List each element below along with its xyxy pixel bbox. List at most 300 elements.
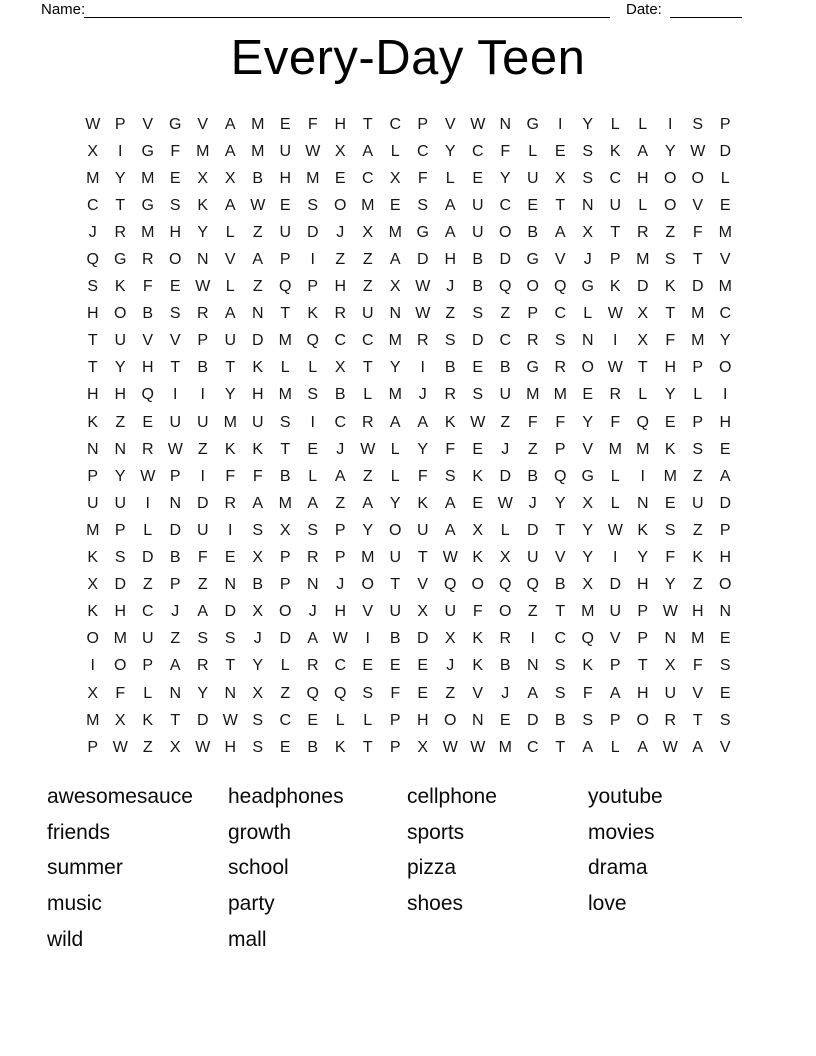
grid-cell: M xyxy=(278,494,292,512)
grid-cell: C xyxy=(719,305,732,323)
grid-cell: P xyxy=(527,305,539,323)
grid-cell: T xyxy=(665,305,676,323)
grid-cell: Y xyxy=(252,657,264,675)
word-list-item: music xyxy=(47,892,102,916)
grid-cell: R xyxy=(664,711,677,729)
grid-cell: B xyxy=(527,223,539,241)
grid-cell: B xyxy=(554,711,566,729)
grid-cell: J xyxy=(336,576,345,594)
grid-cell: S xyxy=(554,657,566,675)
grid-cell: J xyxy=(501,684,510,702)
grid-cell: S xyxy=(472,305,484,323)
grid-cell: D xyxy=(636,278,649,296)
grid-cell: B xyxy=(279,467,291,485)
grid-cell: U xyxy=(361,305,374,323)
grid-cell: X xyxy=(472,521,484,539)
grid-cell: B xyxy=(527,467,539,485)
grid-cell: S xyxy=(114,549,126,567)
grid-cell: S xyxy=(719,711,731,729)
grid-cell: Y xyxy=(114,359,126,377)
grid-cell: A xyxy=(444,196,456,214)
grid-cell: X xyxy=(664,657,676,675)
grid-cell: S xyxy=(582,711,594,729)
grid-cell: A xyxy=(307,630,319,648)
grid-cell: B xyxy=(499,359,511,377)
grid-cell: F xyxy=(197,549,208,567)
grid-cell: C xyxy=(334,413,347,431)
word-list-item: movies xyxy=(588,820,655,844)
grid-row xyxy=(79,545,739,572)
grid-cell: O xyxy=(471,576,484,594)
grid-cell: U xyxy=(416,521,429,539)
grid-cell: A xyxy=(444,223,456,241)
grid-cell: X xyxy=(417,738,429,756)
grid-cell: L xyxy=(143,521,153,539)
grid-cell: R xyxy=(334,305,347,323)
grid-cell: Y xyxy=(582,413,594,431)
grid-cell: A xyxy=(252,494,264,512)
grid-cell: G xyxy=(141,196,154,214)
grid-cell: W xyxy=(497,494,513,512)
grid-cell: H xyxy=(719,549,732,567)
grid-cell: D xyxy=(306,223,319,241)
grid-cell: H xyxy=(334,603,347,621)
grid-cell: F xyxy=(472,603,483,621)
grid-cell: K xyxy=(87,549,99,567)
grid-cell: K xyxy=(664,440,676,458)
grid-cell: V xyxy=(719,738,731,756)
grid-cell: Y xyxy=(554,494,566,512)
grid-cell: H xyxy=(86,305,99,323)
grid-cell: W xyxy=(415,278,431,296)
grid-cell: V xyxy=(417,576,429,594)
grid-cell: U xyxy=(114,332,127,350)
grid-cell: N xyxy=(114,440,127,458)
grid-cell: V xyxy=(224,251,236,269)
grid-cell: P xyxy=(417,115,429,133)
grid-cell: O xyxy=(636,711,649,729)
grid-cell: X xyxy=(197,169,209,187)
grid-cell: K xyxy=(637,521,649,539)
grid-cell: K xyxy=(252,440,264,458)
grid-cell: B xyxy=(142,305,154,323)
grid-row xyxy=(79,680,739,707)
grid-cell: C xyxy=(499,332,512,350)
grid-cell: W xyxy=(112,738,128,756)
grid-cell: W xyxy=(442,738,458,756)
grid-cell: C xyxy=(361,169,374,187)
grid-cell: R xyxy=(141,440,154,458)
grid-cell: Y xyxy=(664,142,676,160)
grid-cell: N xyxy=(664,630,677,648)
grid-cell: Y xyxy=(499,169,511,187)
grid-cell: D xyxy=(224,603,237,621)
grid-cell: T xyxy=(390,576,401,594)
grid-cell: P xyxy=(637,630,649,648)
grid-cell: O xyxy=(169,251,182,269)
grid-cell: P xyxy=(719,521,731,539)
grid-cell: U xyxy=(691,494,704,512)
grid-cell: T xyxy=(637,359,648,377)
grid-cell: T xyxy=(555,603,566,621)
grid-cell: Z xyxy=(142,738,153,756)
grid-cell: R xyxy=(306,549,319,567)
grid-cell: E xyxy=(472,169,484,187)
word-list-item: love xyxy=(588,892,627,916)
grid-cell: S xyxy=(582,142,594,160)
grid-cell: Q xyxy=(279,278,292,296)
grid-cell: L xyxy=(528,142,538,160)
grid-cell: P xyxy=(279,251,291,269)
grid-cell: A xyxy=(169,657,181,675)
grid-cell: M xyxy=(663,467,677,485)
grid-cell: L xyxy=(610,494,620,512)
grid-cell: E xyxy=(307,440,319,458)
grid-cell: U xyxy=(196,521,209,539)
grid-cell: O xyxy=(279,603,292,621)
grid-cell: V xyxy=(444,115,456,133)
grid-cell: V xyxy=(609,630,621,648)
grid-cell: P xyxy=(142,657,154,675)
grid-cell: Z xyxy=(692,467,703,485)
grid-cell: F xyxy=(307,115,318,133)
grid-cell: Z xyxy=(142,576,153,594)
grid-cell: N xyxy=(581,332,594,350)
grid-cell: N xyxy=(499,115,512,133)
grid-cell: Z xyxy=(445,684,456,702)
word-list-item: youtube xyxy=(588,785,663,808)
grid-cell: Y xyxy=(444,142,456,160)
grid-cell: N xyxy=(471,711,484,729)
grid-cell: S xyxy=(169,196,181,214)
grid-cell: Z xyxy=(527,440,538,458)
grid-cell: P xyxy=(637,603,649,621)
grid-cell: Y xyxy=(664,386,676,404)
grid-cell: B xyxy=(252,169,264,187)
grid-cell: X xyxy=(169,738,181,756)
word-list-item: school xyxy=(228,856,289,880)
grid-cell: X xyxy=(362,223,374,241)
grid-cell: W xyxy=(470,738,486,756)
grid-cell: K xyxy=(664,278,676,296)
grid-cell: H xyxy=(224,738,237,756)
grid-cell: W xyxy=(195,278,211,296)
grid-cell: K xyxy=(142,711,154,729)
grid-cell: T xyxy=(115,196,126,214)
grid-cell: S xyxy=(169,305,181,323)
grid-cell: C xyxy=(416,142,429,160)
grid-cell: X xyxy=(554,169,566,187)
grid-cell: X xyxy=(389,169,401,187)
grid-cell: T xyxy=(555,196,566,214)
grid-cell: B xyxy=(472,278,484,296)
grid-cell: K xyxy=(87,603,99,621)
grid-cell: L xyxy=(445,169,455,187)
grid-cell: H xyxy=(169,223,182,241)
grid-cell: T xyxy=(87,359,98,377)
grid-cell: Z xyxy=(197,576,208,594)
grid-cell: S xyxy=(362,684,374,702)
grid-cell: Q xyxy=(554,467,567,485)
grid-cell: C xyxy=(554,305,567,323)
grid-cell: F xyxy=(665,549,676,567)
grid-cell: J xyxy=(336,440,345,458)
grid-cell: T xyxy=(692,711,703,729)
grid-cell: L xyxy=(280,657,290,675)
grid-cell: P xyxy=(692,359,704,377)
grid-cell: E xyxy=(417,684,429,702)
grid-cell: D xyxy=(526,711,539,729)
grid-cell: D xyxy=(114,576,127,594)
grid-cell: X xyxy=(279,521,291,539)
grid-cell: X xyxy=(334,142,346,160)
grid-cell: U xyxy=(471,196,484,214)
grid-cell: K xyxy=(197,196,209,214)
grid-cell: R xyxy=(416,332,429,350)
name-blank-line xyxy=(84,17,610,18)
grid-cell: I xyxy=(558,115,563,133)
grid-cell: X xyxy=(582,576,594,594)
grid-cell: L xyxy=(693,386,703,404)
grid-cell: G xyxy=(416,223,429,241)
name-label: Name: xyxy=(41,1,86,18)
grid-cell: O xyxy=(581,359,594,377)
grid-cell: X xyxy=(87,684,99,702)
grid-cell: L xyxy=(610,738,620,756)
grid-cell: E xyxy=(499,711,511,729)
grid-cell: O xyxy=(691,169,704,187)
grid-cell: B xyxy=(307,738,319,756)
grid-cell: K xyxy=(582,657,594,675)
grid-cell: M xyxy=(113,630,127,648)
grid-cell: Z xyxy=(252,223,263,241)
grid-cell: Z xyxy=(280,684,291,702)
grid-cell: R xyxy=(114,223,127,241)
grid-cell: Y xyxy=(114,467,126,485)
grid-cell: J xyxy=(171,603,180,621)
grid-cell: U xyxy=(224,332,237,350)
grid-cell: J xyxy=(583,251,592,269)
grid-cell: W xyxy=(332,630,348,648)
grid-cell: I xyxy=(613,549,618,567)
grid-cell: H xyxy=(719,413,732,431)
grid-cell: X xyxy=(252,549,264,567)
date-label: Date: xyxy=(626,1,662,18)
grid-cell: Z xyxy=(665,223,676,241)
grid-cell: L xyxy=(610,115,620,133)
grid-cell: B xyxy=(169,549,181,567)
grid-cell: I xyxy=(640,467,645,485)
grid-cell: A xyxy=(554,223,566,241)
word-list-item: friends xyxy=(47,820,111,844)
grid-cell: P xyxy=(307,278,319,296)
grid-cell: O xyxy=(664,169,677,187)
grid-cell: E xyxy=(307,711,319,729)
grid-cell: Y xyxy=(582,115,594,133)
grid-cell: J xyxy=(336,223,345,241)
grid-row xyxy=(79,599,739,626)
grid-cell: L xyxy=(390,440,400,458)
grid-cell: R xyxy=(499,630,512,648)
grid-cell: W xyxy=(85,115,101,133)
grid-cell: C xyxy=(334,657,347,675)
grid-cell: S xyxy=(719,657,731,675)
grid-cell: E xyxy=(554,142,566,160)
grid-row xyxy=(79,274,739,301)
grid-cell: D xyxy=(196,494,209,512)
grid-cell: E xyxy=(472,359,484,377)
grid-cell: F xyxy=(390,684,401,702)
grid-cell: F xyxy=(115,684,126,702)
grid-cell: F xyxy=(252,467,263,485)
grid-cell: W xyxy=(222,711,238,729)
grid-cell: P xyxy=(169,576,181,594)
grid-cell: U xyxy=(609,603,622,621)
grid-cell: I xyxy=(668,115,673,133)
grid-cell: I xyxy=(723,386,728,404)
grid-cell: L xyxy=(308,359,318,377)
grid-row xyxy=(79,517,739,544)
grid-cell: I xyxy=(310,251,315,269)
word-search-grid xyxy=(79,111,739,761)
grid-cell: Z xyxy=(692,521,703,539)
grid-cell: G xyxy=(581,278,594,296)
grid-cell: C xyxy=(279,711,292,729)
grid-cell: P xyxy=(114,521,126,539)
grid-cell: I xyxy=(365,630,370,648)
grid-cell: Y xyxy=(197,684,209,702)
grid-cell: U xyxy=(86,494,99,512)
grid-cell: H xyxy=(444,251,457,269)
word-list-item: wild xyxy=(47,927,84,951)
grid-cell: Q xyxy=(499,576,512,594)
grid-cell: P xyxy=(87,467,99,485)
grid-cell: N xyxy=(86,440,99,458)
grid-cell: A xyxy=(637,142,649,160)
grid-row xyxy=(79,111,739,138)
grid-cell: W xyxy=(607,521,623,539)
grid-cell: A xyxy=(637,738,649,756)
grid-cell: S xyxy=(417,196,429,214)
grid-cell: S xyxy=(692,115,704,133)
grid-cell: P xyxy=(169,467,181,485)
grid-cell: D xyxy=(499,251,512,269)
grid-cell: C xyxy=(499,196,512,214)
grid-cell: B xyxy=(197,359,209,377)
grid-cell: X xyxy=(334,359,346,377)
grid-cell: O xyxy=(719,359,732,377)
grid-row xyxy=(79,355,739,382)
grid-cell: A xyxy=(389,413,401,431)
grid-cell: E xyxy=(279,196,291,214)
grid-cell: A xyxy=(582,738,594,756)
grid-cell: G xyxy=(526,251,539,269)
grid-cell: E xyxy=(169,278,181,296)
grid-cell: T xyxy=(417,549,428,567)
grid-cell: K xyxy=(417,494,429,512)
grid-cell: L xyxy=(390,142,400,160)
grid-cell: P xyxy=(197,332,209,350)
grid-cell: F xyxy=(527,413,538,431)
grid-cell: W xyxy=(195,738,211,756)
grid-cell: O xyxy=(361,576,374,594)
grid-cell: B xyxy=(252,576,264,594)
grid-cell: H xyxy=(251,386,264,404)
grid-cell: S xyxy=(279,413,291,431)
grid-cell: U xyxy=(444,603,457,621)
grid-cell: K xyxy=(87,413,99,431)
grid-cell: I xyxy=(228,521,233,539)
grid-cell: D xyxy=(416,630,429,648)
grid-row xyxy=(79,572,739,599)
grid-cell: N xyxy=(306,576,319,594)
grid-cell: N xyxy=(251,305,264,323)
grid-cell: J xyxy=(88,223,97,241)
word-list-item: drama xyxy=(588,856,648,880)
grid-row xyxy=(79,707,739,734)
grid-cell: I xyxy=(90,657,95,675)
grid-cell: M xyxy=(361,549,375,567)
grid-cell: D xyxy=(471,332,484,350)
grid-cell: X xyxy=(252,603,264,621)
grid-cell: W xyxy=(140,467,156,485)
grid-cell: X xyxy=(417,603,429,621)
grid-cell: A xyxy=(389,251,401,269)
grid-cell: F xyxy=(142,278,153,296)
grid-cell: T xyxy=(280,440,291,458)
grid-cell: V xyxy=(142,332,154,350)
grid-cell: Q xyxy=(86,251,99,269)
grid-cell: L xyxy=(583,305,593,323)
grid-cell: X xyxy=(582,494,594,512)
grid-cell: W xyxy=(470,115,486,133)
grid-cell: Z xyxy=(692,576,703,594)
grid-cell: V xyxy=(554,251,566,269)
grid-cell: L xyxy=(638,386,648,404)
word-list-column xyxy=(588,779,663,922)
grid-cell: X xyxy=(637,305,649,323)
grid-cell: M xyxy=(251,142,265,160)
grid-cell: F xyxy=(225,467,236,485)
grid-row xyxy=(79,626,739,653)
grid-cell: B xyxy=(389,630,401,648)
grid-cell: T xyxy=(225,359,236,377)
grid-cell: X xyxy=(87,142,99,160)
grid-cell: S xyxy=(307,196,319,214)
grid-cell: E xyxy=(664,413,676,431)
grid-cell: Q xyxy=(444,576,457,594)
grid-cell: C xyxy=(389,115,402,133)
grid-row xyxy=(79,463,739,490)
grid-cell: A xyxy=(417,413,429,431)
grid-cell: K xyxy=(692,549,704,567)
grid-cell: Q xyxy=(499,278,512,296)
grid-cell: I xyxy=(530,630,535,648)
grid-cell: E xyxy=(389,657,401,675)
grid-cell: T xyxy=(362,738,373,756)
grid-cell: J xyxy=(308,603,317,621)
grid-cell: D xyxy=(141,549,154,567)
grid-cell: U xyxy=(114,494,127,512)
grid-cell: H xyxy=(334,115,347,133)
grid-cell: N xyxy=(719,603,732,621)
grid-cell: S xyxy=(252,738,264,756)
grid-cell: T xyxy=(87,332,98,350)
grid-cell: C xyxy=(86,196,99,214)
grid-cell: O xyxy=(664,196,677,214)
word-list-item: cellphone xyxy=(407,785,497,808)
grid-cell: A xyxy=(224,115,236,133)
